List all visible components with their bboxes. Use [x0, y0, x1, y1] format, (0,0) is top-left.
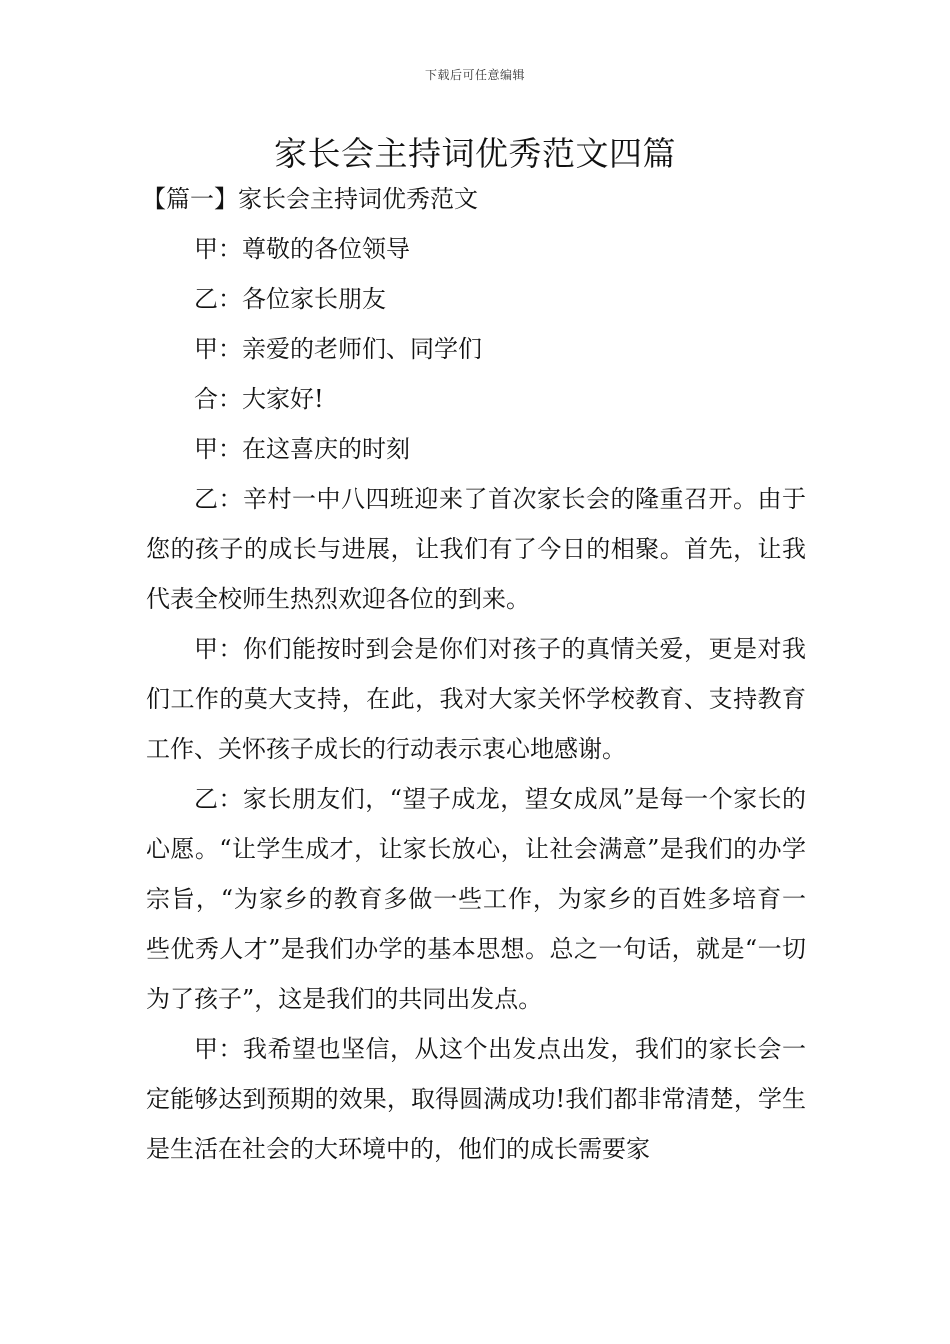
paragraph: 甲：我希望也坚信，从这个出发点出发，我们的家长会一定能够达到预期的效果，取得圆满成功!我们都非常清楚，学生是生活在社会的大环境中的，他们的成长需要家 [146, 1035, 806, 1163]
paragraph: 乙：各位家长朋友 [194, 285, 386, 313]
paragraph: 乙：家长朋友们，“望子成龙，望女成凤”是每一个家长的心愿。“让学生成才，让家长放心，让社会满意”是我们的办学宗旨，“为家乡的教育多做一些工作，为家乡的百姓多培育一些优秀人才”是我们办学的基本思想。总之一句话，就是“一切为了孩子”，这是我们的共同出发点。 [146, 785, 806, 1013]
section-heading: 【篇一】家长会主持词优秀范文 [142, 185, 478, 213]
paragraph: 乙：辛村一中八四班迎来了首次家长会的隆重召开。由于您的孩子的成长与进展，让我们有了今日的相聚。首先，让我代表全校师生热烈欢迎各位的到来。 [146, 485, 806, 613]
paragraph: 甲：在这喜庆的时刻 [194, 435, 410, 463]
paragraph: 甲：亲爱的老师们、同学们 [194, 335, 482, 363]
document-title: 家长会主持词优秀范文四篇 [274, 134, 676, 173]
header-note: 下载后可任意编辑 [424, 68, 525, 82]
document-body [142, 174, 806, 1174]
paragraph: 甲：你们能按时到会是你们对孩子的真情关爱，更是对我们工作的莫大支持，在此，我对大家关怀学校教育、支持教育工作、关怀孩子成长的行动表示衷心地感谢。 [146, 635, 806, 763]
paragraph: 合：大家好! [194, 385, 324, 413]
paragraph: 甲：尊敬的各位领导 [194, 235, 410, 263]
